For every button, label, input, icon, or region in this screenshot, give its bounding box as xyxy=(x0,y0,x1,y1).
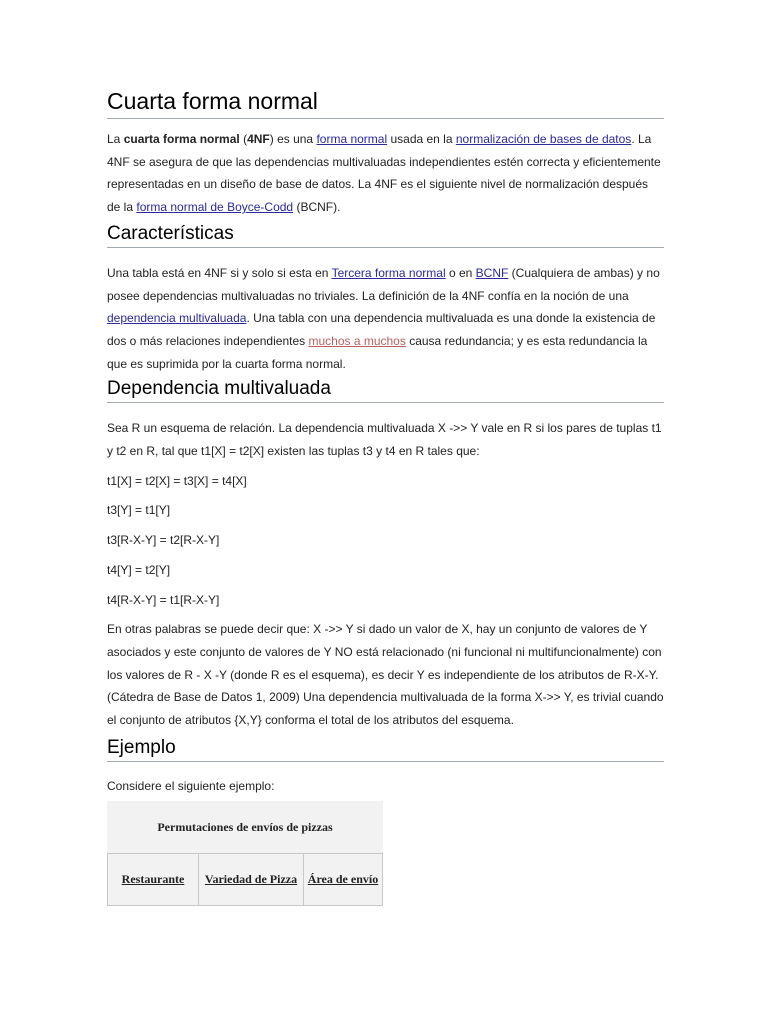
intro-bold-abbrev: 4NF xyxy=(247,132,270,146)
body-text: Una tabla está en 4NF si y solo si esta en xyxy=(107,265,332,280)
body-text: o en xyxy=(445,265,476,280)
page-title: Cuarta forma normal xyxy=(107,84,664,119)
column-header-variedad[interactable]: Variedad de Pizza xyxy=(199,854,304,906)
section-heading-dependencia: Dependencia multivaluada xyxy=(107,376,664,403)
intro-text: . La 4NF se asegura de que las dependencias multivaluadas independientes estén correcta y eficientemente representadas en un diseño de base de datos. La 4NF es el siguiente nivel de normalización después de la xyxy=(107,132,661,215)
dependencia-explanation: En otras palabras se puede decir que: X ->> Y si dado un valor de X, hay un conjunto de valores de Y asociados y este conjunto de valores de Y NO está relacionado (ni funcional ni multifuncionalmente) con los valores de R - X -Y (donde R es el esquema), es decir Y es independiente de los atributos de R-X-Y. (Cátedra de Base de Datos 1, 2009) Una dependencia multivaluada de la forma X->> Y, es trivial cuando el conjunto de atributos {X,Y} conforma el total de los atributos del esquema. xyxy=(107,622,664,728)
equation-2: t3[Y] = t1[Y] xyxy=(107,503,171,518)
link-dependencia-multivaluada[interactable]: dependencia multivaluada xyxy=(107,311,247,326)
equation-4: t4[Y] = t2[Y] xyxy=(107,562,171,577)
link-normalizacion[interactable]: normalización de bases de datos xyxy=(455,132,632,146)
intro-text: ) es una xyxy=(269,132,317,146)
intro-paragraph xyxy=(107,128,664,219)
ejemplo-paragraph: Considere el siguiente ejemplo: xyxy=(107,778,275,793)
equation-5: t4[R-X-Y] = t1[R-X-Y] xyxy=(107,592,220,607)
body-text: (Cualquiera de ambas) y no posee dependencias multivaluadas no triviales. La definición de la 4NF confía en la noción de una xyxy=(107,265,660,303)
pizza-table-caption: Permutaciones de envíos de pizzas xyxy=(107,801,383,853)
equation-3: t3[R-X-Y] = t2[R-X-Y] xyxy=(107,533,220,548)
caracteristicas-paragraph xyxy=(107,262,664,376)
column-header-restaurante[interactable]: Restaurante xyxy=(108,854,199,906)
intro-text: ( xyxy=(239,132,248,146)
intro-text: La xyxy=(107,132,124,146)
link-muchos-a-muchos[interactable]: muchos a muchos xyxy=(308,333,406,348)
pizza-table xyxy=(107,801,383,906)
link-forma-normal[interactable]: forma normal xyxy=(316,132,388,146)
table-header-row xyxy=(108,854,383,906)
intro-text: usada en la xyxy=(387,132,456,146)
section-heading-ejemplo: Ejemplo xyxy=(107,735,664,762)
link-boyce-codd[interactable]: forma normal de Boyce-Codd xyxy=(136,200,294,215)
article-content xyxy=(107,84,664,906)
link-tercera-forma-normal[interactable]: Tercera forma normal xyxy=(331,265,446,280)
equation-1: t1[X] = t2[X] = t3[X] = t4[X] xyxy=(107,473,247,488)
section-heading-caracteristicas: Características xyxy=(107,221,664,248)
column-header-area[interactable]: Área de envío xyxy=(304,854,383,906)
dependencia-paragraph: Sea R un esquema de relación. La dependencia multivaluada X ->> Y vale en R si los pares de tuplas t1 y t2 en R, tal que t1[X] = t2[X] existen las tuplas t3 y t4 en R tales que: xyxy=(107,421,662,459)
body-text: . Una tabla con una dependencia multivaluada es una donde la existencia de dos o más relaciones independientes xyxy=(107,311,656,348)
intro-bold-term: cuarta forma normal xyxy=(123,132,240,146)
body-text: causa redundancia; y es esta redundancia la que es suprimida por la cuarta forma normal. xyxy=(107,333,648,371)
intro-text: (BCNF). xyxy=(293,200,341,215)
link-bcnf[interactable]: BCNF xyxy=(475,265,509,280)
